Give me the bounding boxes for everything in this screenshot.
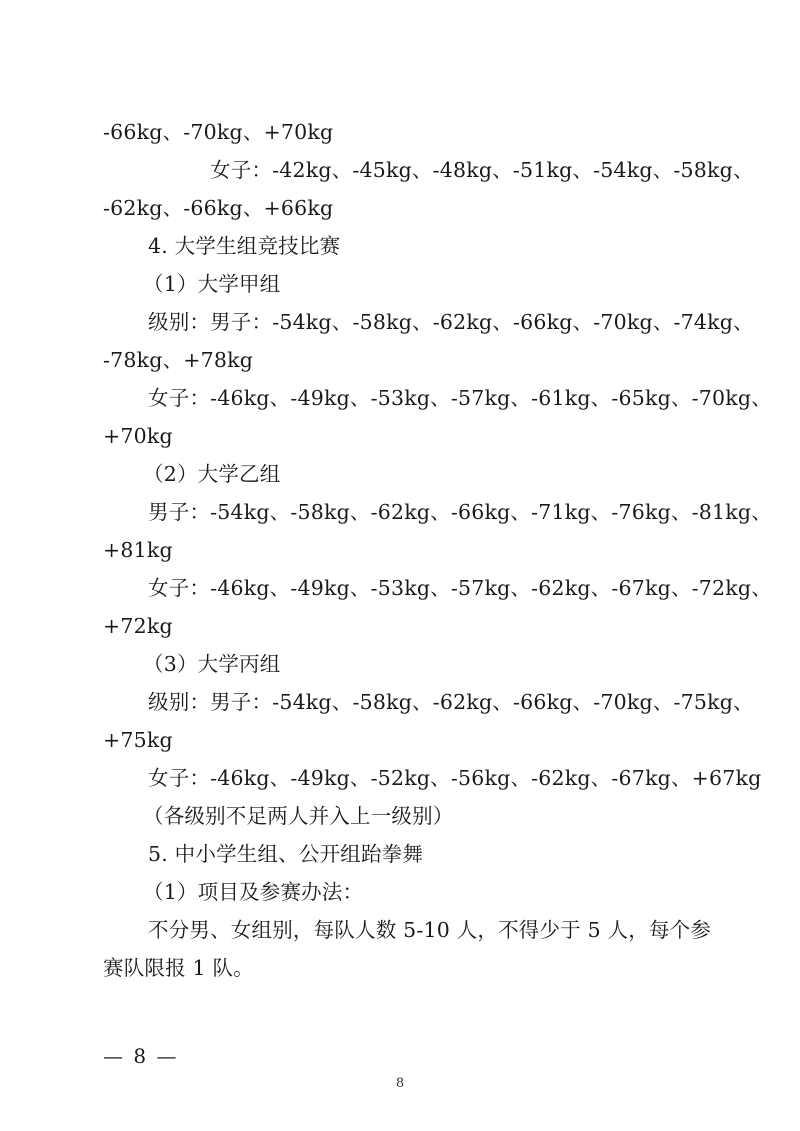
subsection-heading: （1）项目及参赛办法：: [143, 880, 364, 904]
text-line: -78kg、+78kg: [103, 348, 254, 372]
text-line: 女子：-42kg、-45kg、-48kg、-51kg、-54kg、-58kg、: [210, 158, 754, 182]
text-line: +72kg: [103, 614, 173, 638]
text-line: 女子：-46kg、-49kg、-53kg、-57kg、-61kg、-65kg、-70kg、: [148, 386, 772, 410]
text-line: 赛队限报 1 队。: [103, 956, 254, 980]
footer-page-label: — 8 —: [103, 1044, 179, 1068]
subsection-heading: （2）大学乙组: [143, 462, 281, 486]
section-heading: 4. 大学生组竞技比赛: [148, 234, 341, 258]
text-line: +75kg: [103, 728, 173, 752]
text-line: 级别：男子：-54kg、-58kg、-62kg、-66kg、-70kg、-74kg、: [148, 310, 754, 334]
text-line: 女子：-46kg、-49kg、-52kg、-56kg、-62kg、-67kg、+67kg: [148, 766, 762, 790]
text-line: 不分男、女组别，每队人数 5-10 人，不得少于 5 人，每个参: [148, 918, 712, 942]
text-line: +81kg: [103, 538, 173, 562]
text-line: 女子：-46kg、-49kg、-53kg、-57kg、-62kg、-67kg、-72kg、: [148, 576, 772, 600]
text-line: -66kg、-70kg、+70kg: [103, 120, 334, 144]
subsection-heading: （3）大学丙组: [143, 652, 281, 676]
section-heading: 5. 中小学生组、公开组跆拳舞: [148, 842, 424, 866]
text-line: 男子：-54kg、-58kg、-62kg、-66kg、-71kg、-76kg、-81kg、: [148, 500, 772, 524]
note-line: （各级别不足两人并入上一级别）: [143, 804, 454, 828]
text-line: -62kg、-66kg、+66kg: [103, 196, 334, 220]
text-line: 级别：男子：-54kg、-58kg、-62kg、-66kg、-70kg、-75kg、: [148, 690, 754, 714]
subsection-heading: （1）大学甲组: [143, 272, 281, 296]
pdf-page-number: 8: [395, 1076, 405, 1091]
text-line: +70kg: [103, 424, 173, 448]
